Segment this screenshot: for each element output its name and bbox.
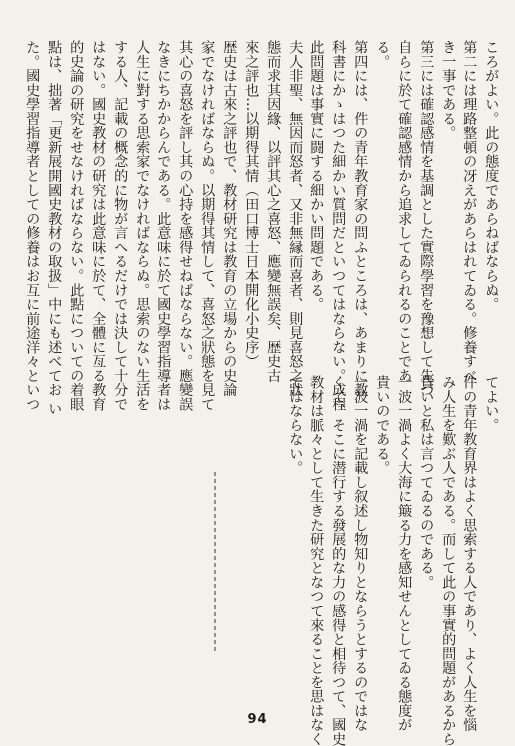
text-column: 教材は脈々として生きた研究となつて來ることを思はなく [308,375,325,746]
text-column: ころがよい。此の態度であらねばならぬ。 [483,40,500,312]
text-column: き一事である。 [440,40,457,140]
text-column: 態而求其因緣、以評其心之喜怒、應變無誤矣、歴史古 [265,40,282,383]
text-column: くて、そこに潜行する發展的な力の感得と相待つて、國史 [330,375,347,746]
text-column: 第三には確認感情を基調とした實際學習を豫想して先づ [418,40,435,397]
text-column: 第四には、件の青年教育家の問ふところは、あまりに教 [352,40,369,397]
text-column: 的史論の研究をせなければならない。此點についての着眼 [68,40,85,412]
text-column: 夫人非聖、無因而怒者、又非無縁而喜者、則見喜怒之狀 [287,40,304,397]
text-column: はない。國史教材の研究は此意味に於て、全體に亙る教育 [90,40,107,412]
text-column: る。 [374,40,391,69]
text-column: 歴史は古來之評也で、教材研究は教育の立場からの史論 [221,40,238,397]
text-column: 件の青年教育界はよく思索する人であり、よく人生を惱 [461,375,478,732]
text-column: 人生に對する思索家でなければならぬ。思索のない生活を [134,40,151,412]
text-column: 自らに於て確認感情から追求してゐられるのことであ [396,40,413,383]
text-column: てよい。 [483,375,500,433]
text-column: 來之評也…以期得其情（田口博士日本開化小史序） [243,40,260,369]
text-column: 點は、拙著「更新展開國史教材の取扱」中にも述べてお い [46,40,63,416]
text-column: 家でなければならぬ。以期得其情して、喜怒之狀態を見て [199,40,216,412]
text-column: 貴いのである。 [374,375,391,475]
text-column: み人生を歎ぶ人である。而して此の事實的問題があるから [440,375,457,746]
text-column: 其心の喜怒を評し其の心持を感得せねばならない。應變誤 [177,40,194,412]
text-column: てはならない。 [287,375,304,475]
text-column: 第二には理路整頓の冴えがあらはれてゐる。修養すべ [461,40,478,383]
text-column: なきにちかからんである。此意味に於て國史學習指導者は [155,40,172,412]
section-divider [214,472,216,652]
text-column: た。國史學習指導者としての修養はお互に前途洋々といつ [24,40,41,412]
text-column: 一波一渦よく大海に簸る力を感知せんとしてゐる態度が [396,375,413,732]
page-number: 94 [247,712,268,727]
text-column: 科書にかゝはつた細かい質問だといつてはならない。成程 [330,40,347,412]
text-column: する人、記載の概念的に物が言へるだけでは決して十分で [112,40,129,412]
text-column: 貴いと私は言つてゐるのである。 [418,375,435,590]
text-column: 一波一渦を記載し叙述し物知りとならうとするのではな [352,375,369,732]
text-column: 此問題は事實に闘する細かい問題である。 [308,40,325,312]
